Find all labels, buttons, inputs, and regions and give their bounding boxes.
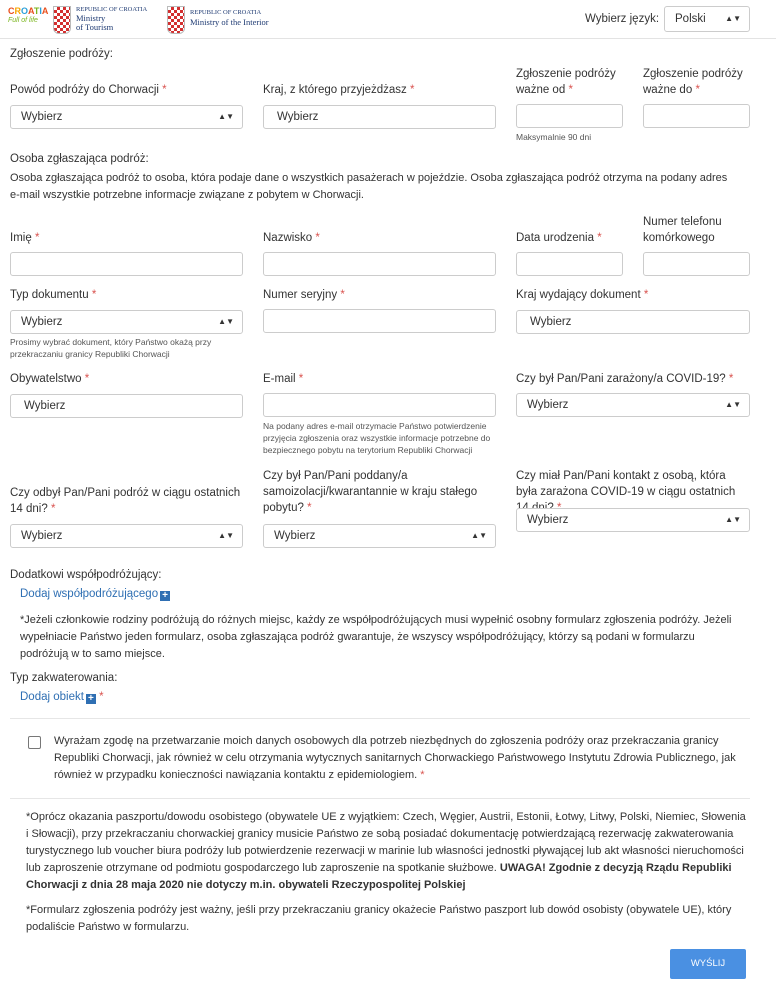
contact-label: Czy miał Pan/Pani kontakt z osobą, która była zarażona COVID-19 w ciągu ostatnich <box>516 470 736 498</box>
select-arrows-icon: ▲▼ <box>725 400 741 409</box>
top-header <box>0 0 776 39</box>
phone-input[interactable] <box>643 252 750 276</box>
doc-type-select[interactable]: Wybierz ▲▼ <box>10 310 243 334</box>
trip-section-title: Zgłoszenie podróży: <box>10 48 113 60</box>
dob-input[interactable] <box>516 252 623 276</box>
travel-reason-select[interactable]: Wybierz ▲▼ <box>10 105 243 129</box>
max-days-note: Maksymalnie 90 dni <box>516 132 592 142</box>
email-input[interactable] <box>263 393 496 417</box>
last-name-label: Nazwisko * <box>263 232 320 244</box>
dob-label: Data urodzenia * <box>516 232 602 244</box>
select-arrows-icon: ▲▼ <box>218 112 234 121</box>
divider <box>10 798 750 799</box>
select-arrows-icon: ▲▼ <box>218 531 234 540</box>
last-name-input[interactable] <box>263 252 496 276</box>
plus-icon: + <box>86 694 96 704</box>
person-section-title: Osoba zgłaszająca podróż: <box>10 153 149 165</box>
email-label: E-mail * <box>263 373 304 385</box>
valid-from-label: Zgłoszenie podróży ważne od * <box>516 68 616 96</box>
first-name-label: Imię * <box>10 232 40 244</box>
valid-to-input[interactable] <box>643 104 750 128</box>
passport-note: *Oprócz okazania paszportu/dowodu osobistego (obywatele UE z wyjątkiem: Czech, Węgier, Austrii, Estonii, Łotwy, Litwy, Polski, Niemiec, Słowenia i Słowacji), przy przekraczaniu chorwackiej granicy musicie Państwo ze sobą posiadać dokumentację potwierdzającą rezerwację zakwaterowania turystycznego lub voucher biura podróży lub potwierdzenie rezerwacji w marinie lub własności jednostki pływającej lub akt własności nieruchomości lub zaproszenie otrzymane od podmiotu gospodarczego lub zaproszenie na spotkanie służbowe. UWAGA! Zgodnie z decyzją Rządu Republiki Chorwacji z dnia 28 maja 2020 nie dotyczy m.in. obywateli Rzeczypospolitej Polskiej <box>26 811 746 891</box>
divider <box>10 718 750 719</box>
doc-type-label: Typ dokumentu * <box>10 289 97 301</box>
doc-type-help: Prosimy wybrać dokument, który Państwo okażą przy przekraczaniu granicy Republiki Chorwacji <box>10 337 212 359</box>
add-companion-link[interactable]: Dodaj współpodróżującego + <box>20 588 170 601</box>
language-select[interactable]: Polski ▲▼ <box>664 6 750 32</box>
add-accommodation-link[interactable]: Dodaj obiekt + * <box>20 691 104 704</box>
consent-checkbox[interactable] <box>28 736 41 749</box>
travel-reason-label: Powód podróży do Chorwacji * <box>10 84 167 96</box>
croatia-tourism-logo: CROATIA Full of life <box>8 6 49 24</box>
language-label: Wybierz język: <box>585 13 660 25</box>
covid-label: Czy był Pan/Pani zarażony/a COVID-19? * <box>516 373 734 385</box>
companions-section-title: Dodatkowi współpodróżujący: <box>10 569 162 581</box>
valid-to-label: Zgłoszenie podróży ważne do * <box>643 68 743 96</box>
croatia-coat-of-arms-icon <box>167 6 185 34</box>
ministry-of-interior-logo-text: REPUBLIC OF CROATIA Ministry of the Interior <box>190 9 269 27</box>
ministry-of-tourism-logo-text: REPUBLIC OF CROATIA Ministry of Tourism <box>76 6 148 32</box>
serial-input[interactable] <box>263 309 496 333</box>
accommodation-section-title: Typ zakwaterowania: <box>10 672 118 684</box>
issuing-country-select[interactable]: Wybierz <box>516 310 750 334</box>
citizenship-select[interactable]: Wybierz <box>10 394 243 418</box>
origin-country-label: Kraj, z którego przyjeżdżasz * <box>263 84 415 96</box>
contact-select[interactable]: Wybierz ▲▼ <box>516 508 750 532</box>
select-arrows-icon: ▲▼ <box>218 317 234 326</box>
quarantine-select[interactable]: Wybierz ▲▼ <box>263 524 496 548</box>
travel14-label: Czy odbył Pan/Pani podróż w ciągu ostatnich 14 dni? * <box>10 487 241 515</box>
plus-icon: + <box>160 591 170 601</box>
covid-select[interactable]: Wybierz ▲▼ <box>516 393 750 417</box>
select-arrows-icon: ▲▼ <box>725 515 741 524</box>
person-description: Osoba zgłaszająca podróż to osoba, która podaje dane o wszystkich pasażerach w pojeździe. Osoba zgłaszająca podróż otrzyma na podany adres e-mail wszystkie potrzebne informacje związane z pobytem w Chorwacji. <box>10 172 728 201</box>
first-name-input[interactable] <box>10 252 243 276</box>
select-arrows-icon: ▲▼ <box>725 14 741 23</box>
croatia-coat-of-arms-icon <box>53 6 71 34</box>
validity-note: *Formularz zgłoszenia podróży jest ważny, jeśli przy przekraczaniu granicy okażecie Państwo paszport lub dowód osobisty (obywatele UE), który podaliście Państwo w formularzu. <box>26 904 732 933</box>
origin-country-select[interactable]: Wybierz <box>263 105 496 129</box>
companions-note: *Jeżeli członkowie rodziny podróżują do różnych miejsc, każdy ze współpodróżujących musi wypełnić osobny formularz zgłoszenia podróży. Jeżeli wypełniacie Państwo jeden formularz, osoba zgłaszająca podróż gwarantuje, że wszyscy współpodróżujący, którzy są podani w formularzu podróżują w to samo miejsce. <box>20 614 732 660</box>
quarantine-label: Czy był Pan/Pani poddany/a samoizolacji/kwarantannie w kraju stałego pobytu? * <box>263 470 478 514</box>
email-help: Na podany adres e-mail otrzymacie Państwo potwierdzenie przyjęcia zgłoszenia oraz wszystkie informacje potrzebne do bezpiecznego pobytu na terytorium Republiki Chorwacji <box>263 421 491 455</box>
phone-label: Numer telefonu komórkowego <box>643 216 722 244</box>
citizenship-label: Obywatelstwo * <box>10 373 90 385</box>
submit-button[interactable]: WYŚLIJ <box>670 949 746 979</box>
valid-from-input[interactable] <box>516 104 623 128</box>
travel14-select[interactable]: Wybierz ▲▼ <box>10 524 243 548</box>
issuing-country-label: Kraj wydający dokument * <box>516 289 649 301</box>
select-arrows-icon: ▲▼ <box>471 531 487 540</box>
consent-text: Wyrażam zgodę na przetwarzanie moich danych osobowych dla potrzeb niezbędnych do zgłoszenia podróży oraz przekraczania granicy Republiki Chorwacji, jak również w celu otrzymania wytycznych sanitarnych Chorwackiego Państwowego Instytutu Zdrowia Publicznego, jak również w przypadku konieczności nawiązania kontaktu z epidemiologiem. * <box>54 735 736 781</box>
serial-label: Numer seryjny * <box>263 289 345 301</box>
